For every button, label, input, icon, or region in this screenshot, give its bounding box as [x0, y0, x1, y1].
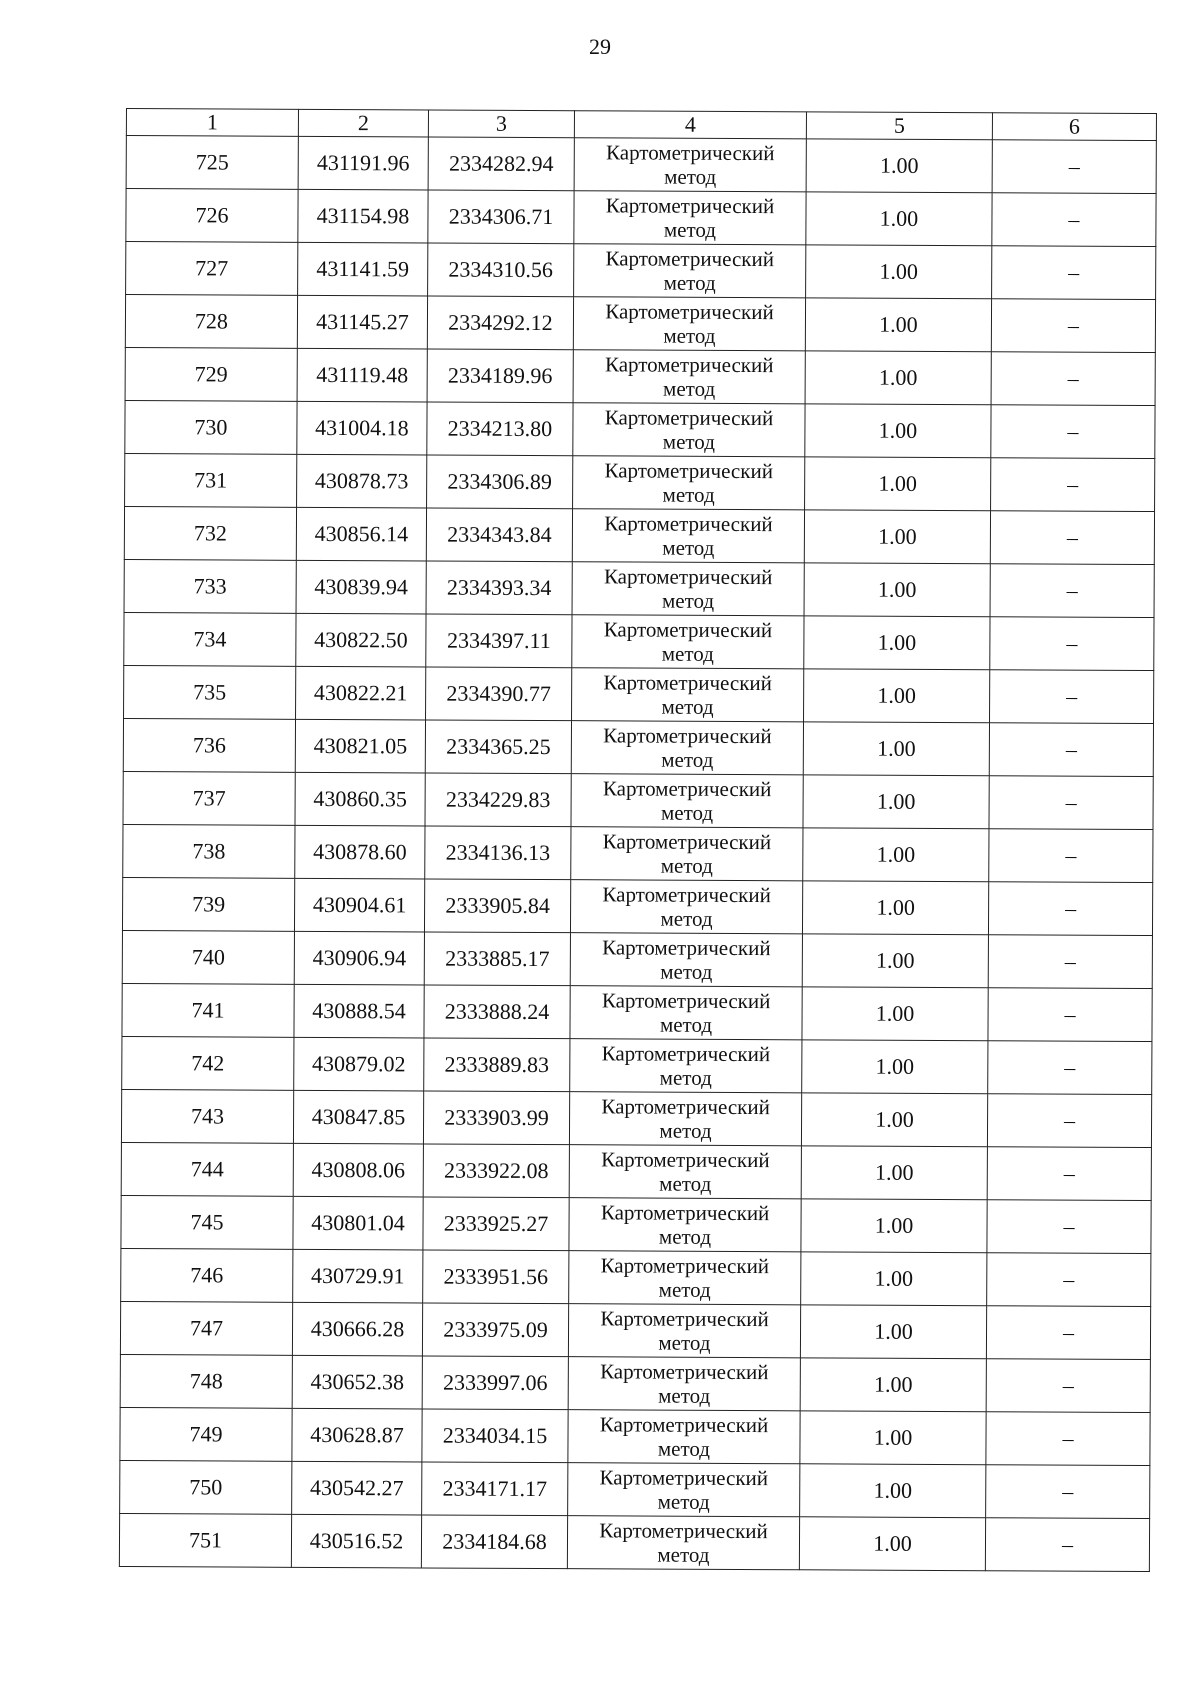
- table-row: [124, 506, 1154, 564]
- method-text: Картометрический: [599, 1412, 769, 1438]
- x-coordinate-cell: 430516.52: [291, 1514, 421, 1568]
- x-coordinate-cell: 430856.14: [296, 507, 426, 561]
- accuracy-cell: 1.00: [802, 881, 988, 935]
- method-text: Картометрический: [600, 1306, 769, 1332]
- y-coordinate-cell: 2333888.24: [424, 985, 570, 1039]
- method-cell: [572, 615, 804, 669]
- point-number-cell: 732: [124, 506, 296, 560]
- y-coordinate-cell: 2334034.15: [422, 1409, 568, 1463]
- table-row: [126, 136, 1156, 194]
- accuracy-cell: 1.00: [800, 1305, 986, 1359]
- table-row: [125, 453, 1155, 511]
- accuracy-cell: 1.00: [805, 457, 991, 511]
- point-number-cell: 728: [125, 295, 297, 349]
- method-cell: [568, 1304, 800, 1358]
- accuracy-cell: 1.00: [801, 1252, 987, 1306]
- method-text: метод: [658, 1330, 711, 1355]
- point-number-cell: 751: [119, 1513, 291, 1567]
- table-row: [122, 930, 1152, 988]
- table-row: [124, 665, 1154, 723]
- method-text: метод: [660, 800, 714, 825]
- method-cell: [574, 191, 806, 245]
- point-number-cell: 731: [125, 453, 297, 507]
- method-cell: [569, 1198, 801, 1252]
- method-text: Картометрический: [603, 617, 773, 643]
- x-coordinate-cell: 430904.61: [294, 878, 424, 932]
- point-number-cell: 748: [120, 1354, 292, 1408]
- header-cell: 1: [126, 109, 298, 137]
- x-coordinate-cell: 430628.87: [292, 1408, 422, 1462]
- accuracy-cell: 1.00: [806, 192, 992, 246]
- accuracy-cell: 1.00: [801, 1146, 987, 1200]
- y-coordinate-cell: 2334292.12: [427, 296, 573, 350]
- note-cell: –: [990, 564, 1154, 618]
- x-coordinate-cell: 430839.94: [296, 560, 426, 614]
- method-text: метод: [662, 429, 715, 454]
- point-number-cell: 741: [122, 983, 294, 1037]
- method-text: Картометрический: [604, 352, 774, 378]
- note-cell: –: [986, 1412, 1150, 1466]
- accuracy-cell: 1.00: [800, 1464, 986, 1518]
- header-cell: 5: [806, 112, 992, 140]
- y-coordinate-cell: 2334306.89: [427, 455, 573, 509]
- y-coordinate-cell: 2333889.83: [424, 1038, 570, 1092]
- method-text: Картометрический: [605, 246, 775, 272]
- point-number-cell: 727: [126, 242, 298, 296]
- method-text: метод: [661, 747, 714, 772]
- accuracy-cell: 1.00: [803, 722, 989, 776]
- accuracy-cell: 1.00: [803, 775, 989, 829]
- accuracy-cell: 1.00: [804, 669, 990, 723]
- point-number-cell: 734: [124, 612, 296, 666]
- note-cell: –: [988, 935, 1152, 989]
- accuracy-cell: 1.00: [805, 351, 991, 405]
- table-row: [121, 1089, 1151, 1147]
- accuracy-cell: 1.00: [802, 1040, 988, 1094]
- header-cell: 6: [992, 113, 1156, 141]
- method-text: Картометрический: [602, 935, 771, 961]
- point-number-cell: 738: [123, 824, 295, 878]
- accuracy-cell: 1.00: [800, 1411, 986, 1465]
- table-row: [125, 400, 1155, 458]
- note-cell: –: [991, 352, 1155, 406]
- y-coordinate-cell: 2334306.71: [428, 190, 574, 244]
- method-cell: [573, 297, 805, 351]
- accuracy-cell: 1.00: [804, 616, 990, 670]
- method-text: Картометрический: [600, 1253, 770, 1279]
- method-text: Картометрический: [601, 1147, 770, 1173]
- y-coordinate-cell: 2334393.34: [426, 561, 572, 615]
- x-coordinate-cell: 430801.04: [293, 1196, 423, 1250]
- method-text: Картометрический: [605, 193, 775, 219]
- method-cell: [568, 1357, 800, 1411]
- table-row: [123, 771, 1153, 829]
- method-text: метод: [663, 376, 716, 401]
- note-cell: –: [989, 776, 1153, 830]
- method-text: Картометрический: [601, 1041, 771, 1067]
- table-row: [120, 1460, 1150, 1518]
- accuracy-cell: 1.00: [801, 1093, 987, 1147]
- point-number-cell: 742: [122, 1036, 294, 1090]
- method-text: Картометрический: [600, 1200, 770, 1226]
- method-text: Картометрический: [604, 458, 774, 484]
- method-text: Картометрический: [603, 564, 773, 590]
- method-text: Картометрический: [599, 1465, 769, 1491]
- x-coordinate-cell: 430822.21: [296, 666, 426, 720]
- note-cell: –: [991, 405, 1155, 459]
- method-cell: [567, 1516, 799, 1570]
- table-row: [123, 824, 1153, 882]
- table-row: [121, 1142, 1151, 1200]
- x-coordinate-cell: 431145.27: [297, 295, 427, 349]
- accuracy-cell: 1.00: [800, 1358, 986, 1412]
- method-text: метод: [659, 1118, 712, 1143]
- method-text: Картометрический: [602, 882, 771, 908]
- x-coordinate-cell: 430879.02: [294, 1037, 424, 1091]
- method-text: метод: [658, 1224, 712, 1249]
- note-cell: –: [990, 511, 1154, 565]
- method-text: Картометрический: [601, 988, 771, 1014]
- note-cell: –: [989, 723, 1153, 777]
- point-number-cell: 730: [125, 400, 297, 454]
- x-coordinate-cell: 430666.28: [292, 1302, 422, 1356]
- point-number-cell: 735: [124, 665, 296, 719]
- method-text: метод: [663, 217, 717, 242]
- method-cell: [569, 1092, 801, 1146]
- method-cell: [572, 509, 804, 563]
- method-text: метод: [657, 1489, 710, 1514]
- y-coordinate-cell: 2333925.27: [423, 1197, 569, 1251]
- method-text: метод: [660, 906, 713, 931]
- x-coordinate-cell: 430821.05: [295, 719, 425, 773]
- point-number-cell: 739: [122, 877, 294, 931]
- method-text: Картометрический: [603, 723, 772, 749]
- method-text: Картометрический: [601, 1094, 770, 1120]
- x-coordinate-cell: 430860.35: [295, 772, 425, 826]
- x-coordinate-cell: 430729.91: [293, 1249, 423, 1303]
- method-text: метод: [659, 1012, 713, 1037]
- page-number: 29: [589, 34, 611, 59]
- table-row: [123, 718, 1153, 776]
- method-text: Картометрический: [604, 405, 774, 431]
- method-cell: [572, 562, 804, 616]
- point-number-cell: 743: [121, 1089, 293, 1143]
- method-cell: [573, 350, 805, 404]
- point-number-cell: 740: [122, 930, 294, 984]
- accuracy-cell: 1.00: [799, 1517, 985, 1571]
- point-number-cell: 749: [120, 1407, 292, 1461]
- accuracy-cell: 1.00: [801, 1199, 987, 1253]
- x-coordinate-cell: 430878.73: [297, 454, 427, 508]
- method-cell: [570, 933, 802, 987]
- x-coordinate-cell: 430542.27: [292, 1461, 422, 1515]
- point-number-cell: 745: [121, 1195, 293, 1249]
- x-coordinate-cell: 431154.98: [298, 189, 428, 243]
- x-coordinate-cell: 431004.18: [297, 401, 427, 455]
- method-cell: [573, 403, 805, 457]
- point-number-cell: 746: [121, 1248, 293, 1302]
- note-cell: –: [990, 670, 1154, 724]
- method-text: Картометрический: [605, 140, 775, 166]
- point-number-cell: 725: [126, 136, 298, 190]
- point-number-cell: 729: [125, 347, 297, 401]
- table-row: [119, 1513, 1149, 1571]
- method-text: Картометрический: [600, 1359, 769, 1385]
- accuracy-cell: 1.00: [802, 934, 988, 988]
- note-cell: –: [992, 193, 1156, 247]
- note-cell: –: [991, 458, 1155, 512]
- method-text: метод: [657, 1542, 710, 1567]
- method-text: метод: [658, 1383, 711, 1408]
- method-text: Картометрический: [599, 1518, 768, 1544]
- x-coordinate-cell: 430906.94: [294, 931, 424, 985]
- y-coordinate-cell: 2334189.96: [427, 349, 573, 403]
- y-coordinate-cell: 2334343.84: [426, 508, 572, 562]
- method-text: метод: [659, 1065, 712, 1090]
- method-text: Картометрический: [603, 670, 772, 696]
- x-coordinate-cell: 431119.48: [297, 348, 427, 402]
- point-number-cell: 736: [123, 718, 295, 772]
- accuracy-cell: 1.00: [803, 828, 989, 882]
- note-cell: –: [988, 882, 1152, 936]
- method-text: метод: [660, 959, 713, 984]
- table-row: [120, 1407, 1150, 1465]
- accuracy-cell: 1.00: [802, 987, 988, 1041]
- method-text: метод: [661, 588, 715, 613]
- table-row: [125, 347, 1155, 405]
- y-coordinate-cell: 2334310.56: [428, 243, 574, 297]
- y-coordinate-cell: 2334229.83: [425, 773, 571, 827]
- note-cell: –: [986, 1359, 1150, 1413]
- table-row: [120, 1354, 1150, 1412]
- accuracy-cell: 1.00: [806, 245, 992, 299]
- table-row: [122, 1036, 1152, 1094]
- table-row: [124, 559, 1154, 617]
- y-coordinate-cell: 2333922.08: [423, 1144, 569, 1198]
- accuracy-cell: 1.00: [804, 563, 990, 617]
- note-cell: –: [986, 1465, 1150, 1519]
- x-coordinate-cell: 430808.06: [293, 1143, 423, 1197]
- note-cell: –: [988, 1041, 1152, 1095]
- y-coordinate-cell: 2334397.11: [426, 614, 572, 668]
- point-number-cell: 744: [121, 1142, 293, 1196]
- method-cell: [569, 1145, 801, 1199]
- method-cell: [574, 138, 806, 192]
- point-number-cell: 737: [123, 771, 295, 825]
- note-cell: –: [986, 1306, 1150, 1360]
- note-cell: –: [989, 829, 1153, 883]
- y-coordinate-cell: 2333905.84: [424, 879, 570, 933]
- note-cell: –: [987, 1147, 1151, 1201]
- y-coordinate-cell: 2333997.06: [422, 1356, 568, 1410]
- table-row: [122, 983, 1152, 1041]
- table-row: [126, 189, 1156, 247]
- method-cell: [571, 774, 803, 828]
- y-coordinate-cell: 2334282.94: [428, 137, 574, 191]
- method-text: метод: [659, 1171, 712, 1196]
- y-coordinate-cell: 2334136.13: [425, 826, 571, 880]
- x-coordinate-cell: 430847.85: [293, 1090, 423, 1144]
- method-text: метод: [657, 1436, 711, 1461]
- y-coordinate-cell: 2334365.25: [425, 720, 571, 774]
- note-cell: –: [985, 1518, 1149, 1572]
- note-cell: –: [987, 1094, 1151, 1148]
- x-coordinate-cell: 430878.60: [295, 825, 425, 879]
- point-number-cell: 726: [126, 189, 298, 243]
- method-text: Картометрический: [602, 829, 772, 855]
- note-cell: –: [988, 988, 1152, 1042]
- method-cell: [574, 244, 806, 298]
- method-text: метод: [661, 694, 714, 719]
- accuracy-cell: 1.00: [806, 139, 992, 193]
- method-text: метод: [662, 535, 715, 560]
- coordinates-table: [119, 108, 1157, 1572]
- method-cell: [570, 986, 802, 1040]
- y-coordinate-cell: 2334390.77: [426, 667, 572, 721]
- header-cell: 4: [574, 111, 806, 139]
- x-coordinate-cell: 430652.38: [292, 1355, 422, 1409]
- table-row: [125, 295, 1155, 353]
- note-cell: –: [992, 246, 1156, 300]
- method-text: метод: [658, 1277, 711, 1302]
- y-coordinate-cell: 2334184.68: [421, 1515, 567, 1569]
- y-coordinate-cell: 2333951.56: [423, 1250, 569, 1304]
- method-cell: [568, 1410, 800, 1464]
- table-row: [126, 242, 1156, 300]
- y-coordinate-cell: 2333975.09: [422, 1303, 568, 1357]
- header-cell: 3: [428, 110, 574, 138]
- table-row: [120, 1301, 1150, 1359]
- x-coordinate-cell: 430888.54: [294, 984, 424, 1038]
- method-cell: [570, 1039, 802, 1093]
- y-coordinate-cell: 2334213.80: [427, 402, 573, 456]
- y-coordinate-cell: 2333903.99: [423, 1091, 569, 1145]
- method-text: Картометрический: [605, 299, 774, 325]
- x-coordinate-cell: 430822.50: [296, 613, 426, 667]
- method-text: метод: [662, 482, 715, 507]
- accuracy-cell: 1.00: [804, 510, 990, 564]
- y-coordinate-cell: 2334171.17: [422, 1462, 568, 1516]
- point-number-cell: 733: [124, 559, 296, 613]
- note-cell: –: [987, 1200, 1151, 1254]
- point-number-cell: 750: [120, 1460, 292, 1514]
- note-cell: –: [991, 299, 1155, 353]
- accuracy-cell: 1.00: [805, 404, 991, 458]
- method-text: метод: [663, 270, 716, 295]
- method-cell: [569, 1251, 801, 1305]
- table-row: [121, 1195, 1151, 1253]
- method-cell: [571, 827, 803, 881]
- method-text: метод: [664, 164, 717, 189]
- method-text: метод: [663, 323, 716, 348]
- accuracy-cell: 1.00: [805, 298, 991, 352]
- method-text: метод: [660, 853, 713, 878]
- table-body: [119, 136, 1156, 1572]
- note-cell: –: [987, 1253, 1151, 1307]
- method-text: Картометрический: [604, 511, 773, 537]
- x-coordinate-cell: 431191.96: [298, 136, 428, 190]
- note-cell: –: [992, 140, 1156, 194]
- method-text: метод: [661, 641, 714, 666]
- header-cell: 2: [298, 109, 428, 137]
- method-cell: [568, 1463, 800, 1517]
- table-row: [122, 877, 1152, 935]
- method-cell: [572, 668, 804, 722]
- method-cell: [571, 721, 803, 775]
- method-cell: [570, 880, 802, 934]
- table-row: [121, 1248, 1151, 1306]
- y-coordinate-cell: 2333885.17: [424, 932, 570, 986]
- point-number-cell: 747: [120, 1301, 292, 1355]
- method-cell: [573, 456, 805, 510]
- table-row: [124, 612, 1154, 670]
- method-text: Картометрический: [602, 776, 772, 802]
- note-cell: –: [990, 617, 1154, 671]
- x-coordinate-cell: 431141.59: [298, 242, 428, 296]
